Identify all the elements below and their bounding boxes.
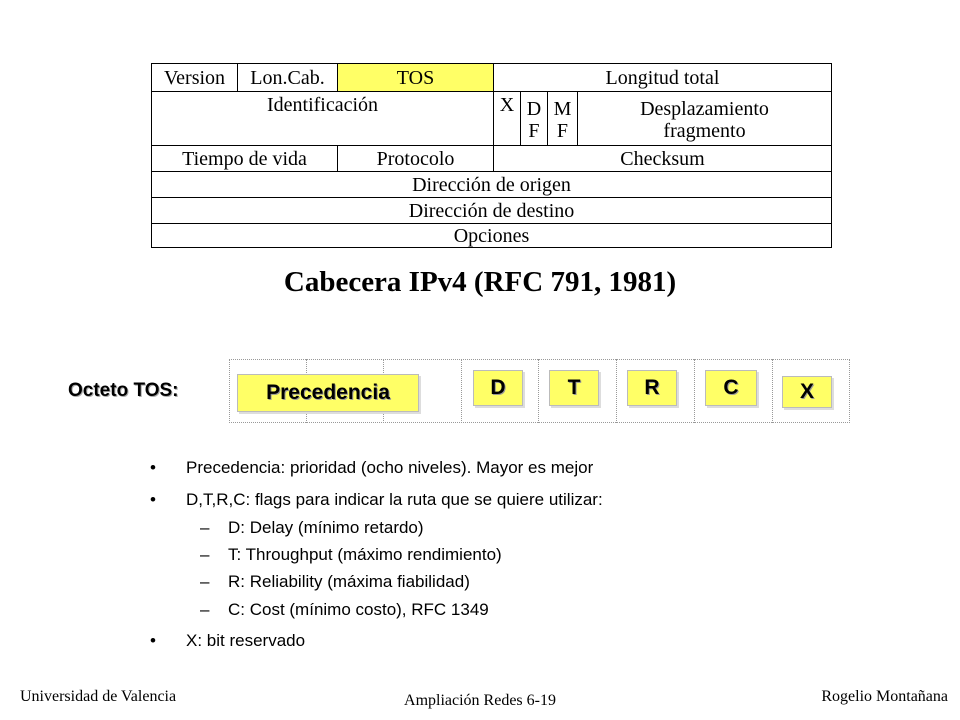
ipv4-header-table	[151, 63, 832, 248]
footer-center: Ampliación Redes 6-19	[404, 692, 556, 709]
bit-t-box: T	[549, 370, 599, 406]
field-longitud-total: Longitud total	[494, 64, 831, 92]
sub-dash: –	[200, 545, 210, 564]
field-direccion-origen: Dirección de origen	[152, 172, 831, 198]
field-tiempo-de-vida: Tiempo de vida	[152, 146, 338, 172]
slide-title: Cabecera IPv4 (RFC 791, 1981)	[283, 266, 677, 298]
bit-divider	[616, 359, 617, 423]
field-protocolo: Protocolo	[338, 146, 494, 172]
sub-dash: –	[200, 600, 210, 619]
bullet-text: Precedencia: prioridad (ocho niveles). Mayor es mejor	[186, 458, 594, 477]
field-checksum: Checksum	[494, 146, 831, 172]
bit-x-box: X	[782, 376, 832, 408]
field-desplazamiento: Desplazamiento fragmento	[578, 92, 831, 146]
bit-divider	[461, 359, 462, 423]
field-flag-x: X	[494, 92, 521, 146]
field-flag-df: D F	[521, 92, 548, 146]
bullet-dot: •	[150, 631, 156, 650]
field-lon-cab: Lon.Cab.	[238, 64, 338, 92]
bullet-text: X: bit reservado	[186, 631, 306, 650]
footer-left: Universidad de Valencia	[20, 688, 177, 705]
precedencia-box: Precedencia	[237, 374, 419, 412]
footer-right: Rogelio Montañana	[821, 688, 948, 705]
sub-text: R: Reliability (máxima fiabilidad)	[228, 572, 470, 591]
field-version: Version	[152, 64, 238, 92]
field-opciones: Opciones	[453, 224, 530, 247]
sub-text: T: Throughput (máximo rendimiento)	[228, 545, 502, 564]
bullet-dot: •	[150, 458, 156, 477]
field-tos: TOS	[338, 64, 494, 92]
sub-text: D: Delay (mínimo retardo)	[228, 518, 424, 537]
bit-d-box: D	[473, 370, 523, 406]
sub-text: C: Cost (mínimo costo), RFC 1349	[228, 600, 489, 619]
sub-dash: –	[200, 518, 210, 537]
bullet-text: D,T,R,C: flags para indicar la ruta que se quiere utilizar:	[186, 490, 603, 509]
field-identificacion: Identificación	[152, 92, 494, 146]
sub-dash: –	[200, 572, 210, 591]
bit-divider	[538, 359, 539, 423]
bit-divider	[772, 359, 773, 423]
bullet-dot: •	[150, 490, 156, 509]
field-flag-mf: M F	[548, 92, 578, 146]
bit-divider	[694, 359, 695, 423]
bit-c-box: C	[705, 370, 757, 406]
tos-octet-label: Octeto TOS:	[68, 380, 179, 401]
bit-r-box: R	[627, 370, 677, 406]
field-direccion-destino: Dirección de destino	[152, 198, 831, 224]
